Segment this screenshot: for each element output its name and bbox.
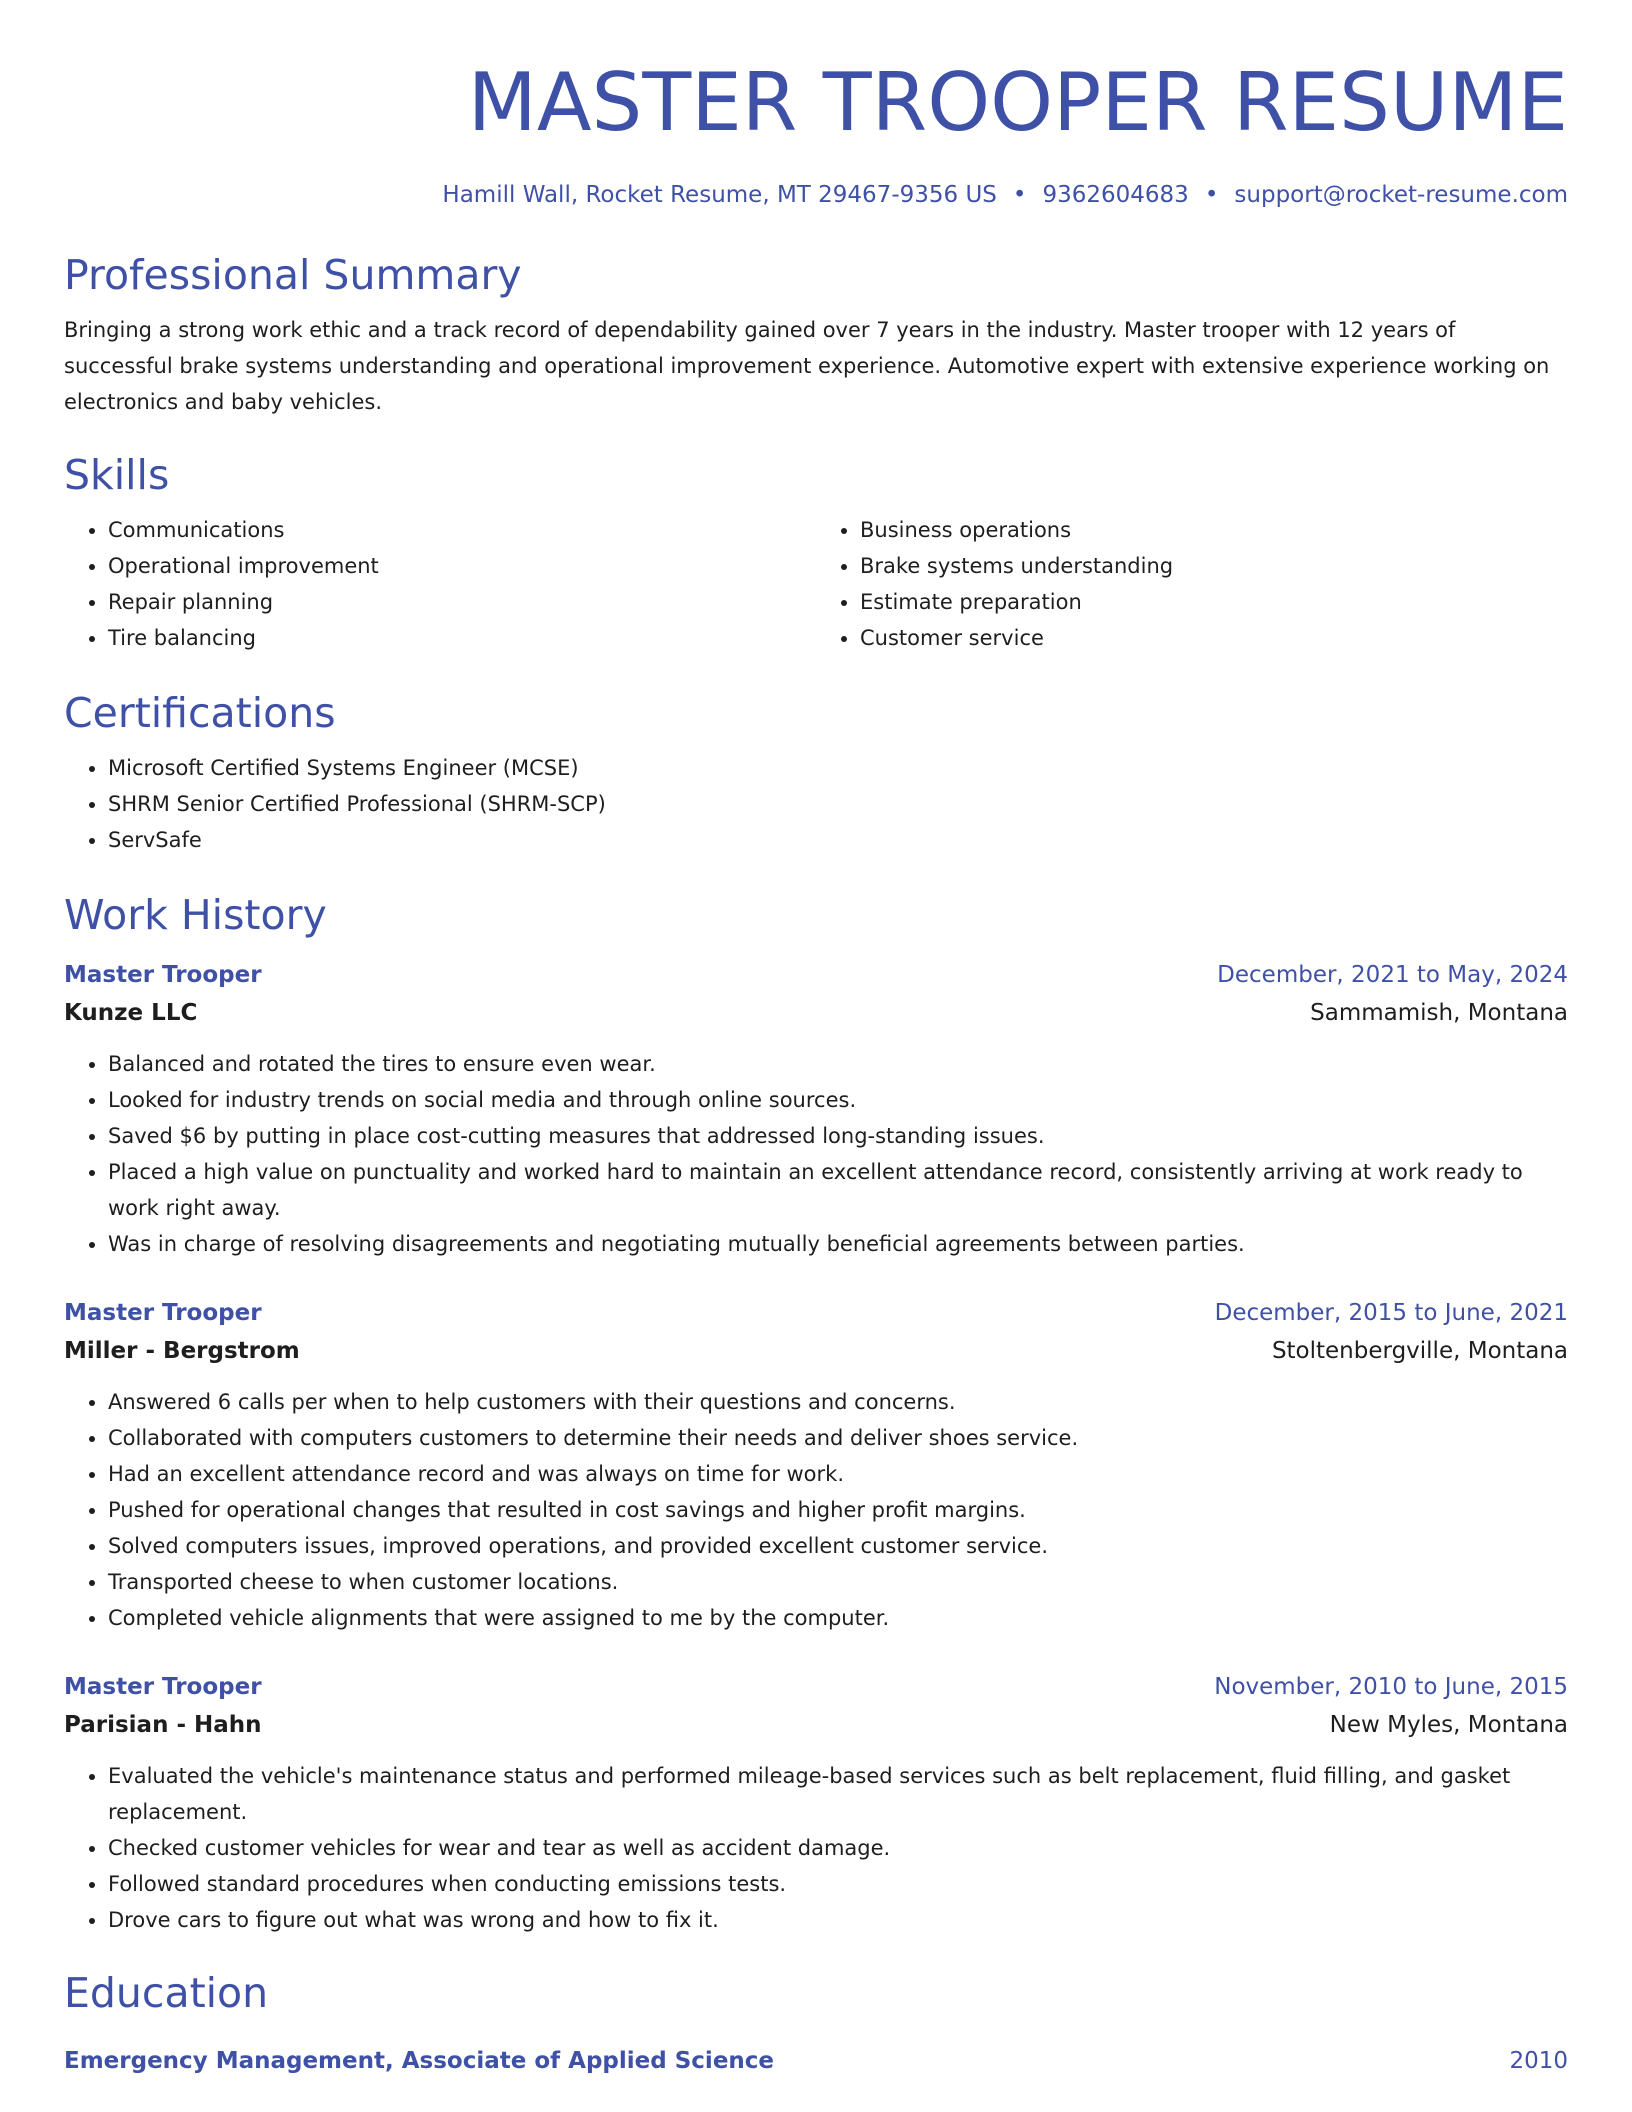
skills-list <box>64 512 1568 656</box>
job-company-row <box>64 1332 1568 1370</box>
job-header-row <box>64 1294 1568 1332</box>
education-degree: Emergency Management, Associate of Applied Science <box>64 2048 775 2074</box>
job-location: Stoltenbergville, Montana <box>1271 1338 1568 1364</box>
job-bullets <box>64 1046 1568 1262</box>
skill-item: • Tire balancing <box>108 620 816 656</box>
job-company: Kunze LLC <box>64 1000 198 1026</box>
skill-item: • Operational improvement <box>108 548 816 584</box>
job-company-row <box>64 1706 1568 1744</box>
work-history-heading: Work History <box>64 891 327 939</box>
job-bullet: • Evaluated the vehicle's maintenance status and performed mileage-based services such as belt replacement, fluid filling, and gasket replacement. <box>108 1758 1568 1830</box>
job-bullet: • Drove cars to figure out what was wrong and how to fix it. <box>108 1902 1568 1938</box>
job-bullet: • Transported cheese to when customer locations. <box>108 1564 1568 1600</box>
job-company: Miller - Bergstrom <box>64 1338 300 1364</box>
contact-separator: • <box>1204 182 1219 208</box>
job-bullet: • Checked customer vehicles for wear and tear as well as accident damage. <box>108 1830 1568 1866</box>
job-bullet: • Followed standard procedures when conducting emissions tests. <box>108 1866 1568 1902</box>
education-entry <box>64 2042 1568 2080</box>
skill-item: • Brake systems understanding <box>860 548 1568 584</box>
contact-address: Hamill Wall, Rocket Resume, MT 29467-9356 US <box>442 182 997 208</box>
job-title: Master Trooper <box>64 1300 262 1326</box>
contact-email[interactable]: support@rocket-resume.com <box>1234 182 1568 208</box>
job-location: New Myles, Montana <box>1329 1712 1568 1738</box>
job-company: Parisian - Hahn <box>64 1712 262 1738</box>
job-entry <box>64 1668 1568 1938</box>
job-bullet: • Balanced and rotated the tires to ensure even wear. <box>108 1046 1568 1082</box>
certification-item: • Microsoft Certified Systems Engineer (MCSE) <box>108 750 1568 786</box>
skills-column-right <box>816 512 1568 656</box>
skills-heading: Skills <box>64 451 170 499</box>
job-title: Master Trooper <box>64 1674 262 1700</box>
resume-page <box>64 0 1568 2080</box>
job-bullet: • Looked for industry trends on social media and through online sources. <box>108 1082 1568 1118</box>
job-location: Sammamish, Montana <box>1310 1000 1568 1026</box>
skills-column-left <box>64 512 816 656</box>
job-entry <box>64 1294 1568 1636</box>
skill-item: • Customer service <box>860 620 1568 656</box>
certifications-heading: Certifications <box>64 689 336 737</box>
job-company-row <box>64 994 1568 1032</box>
skill-item: • Estimate preparation <box>860 584 1568 620</box>
job-bullet: • Pushed for operational changes that resulted in cost savings and higher profit margins. <box>108 1492 1568 1528</box>
job-dates: November, 2010 to June, 2015 <box>1214 1674 1568 1700</box>
job-bullet: • Saved $6 by putting in place cost-cutting measures that addressed long-standing issues. <box>108 1118 1568 1154</box>
job-header-row <box>64 956 1568 994</box>
job-bullet: • Solved computers issues, improved operations, and provided excellent customer service. <box>108 1528 1568 1564</box>
contact-phone: 9362604683 <box>1042 182 1189 208</box>
education-year: 2010 <box>1509 2048 1568 2074</box>
summary-text: Bringing a strong work ethic and a track record of dependability gained over 7 years in the industry. Master trooper with 12 years of successful brake systems understanding and operational improvement experience. Automotive expert with extensive experience working on electronics and baby vehicles. <box>64 318 1550 414</box>
contact-separator: • <box>1012 182 1027 208</box>
contact-line <box>64 180 1568 210</box>
job-bullet: • Answered 6 calls per when to help customers with their questions and concerns. <box>108 1384 1568 1420</box>
certification-item: • SHRM Senior Certified Professional (SHRM-SCP) <box>108 786 1568 822</box>
job-bullets <box>64 1384 1568 1636</box>
job-dates: December, 2015 to June, 2021 <box>1214 1300 1568 1326</box>
job-bullets <box>64 1758 1568 1938</box>
job-entry <box>64 956 1568 1262</box>
job-header-row <box>64 1668 1568 1706</box>
job-bullet: • Placed a high value on punctuality and worked hard to maintain an excellent attendance record, consistently arriving at work ready to work right away. <box>108 1154 1568 1226</box>
job-title: Master Trooper <box>64 962 262 988</box>
job-dates: December, 2021 to May, 2024 <box>1217 962 1568 988</box>
education-heading: Education <box>64 1969 269 2017</box>
skill-item: • Business operations <box>860 512 1568 548</box>
job-bullet: • Was in charge of resolving disagreements and negotiating mutually beneficial agreements between parties. <box>108 1226 1568 1262</box>
certifications-list <box>64 750 1568 858</box>
skill-item: • Communications <box>108 512 816 548</box>
resume-title: MASTER TROOPER RESUME <box>467 56 1568 149</box>
skill-item: • Repair planning <box>108 584 816 620</box>
job-bullet: • Collaborated with computers customers to determine their needs and deliver shoes service. <box>108 1420 1568 1456</box>
certification-item: • ServSafe <box>108 822 1568 858</box>
job-bullet: • Completed vehicle alignments that were assigned to me by the computer. <box>108 1600 1568 1636</box>
summary-heading: Professional Summary <box>64 251 522 299</box>
job-bullet: • Had an excellent attendance record and was always on time for work. <box>108 1456 1568 1492</box>
